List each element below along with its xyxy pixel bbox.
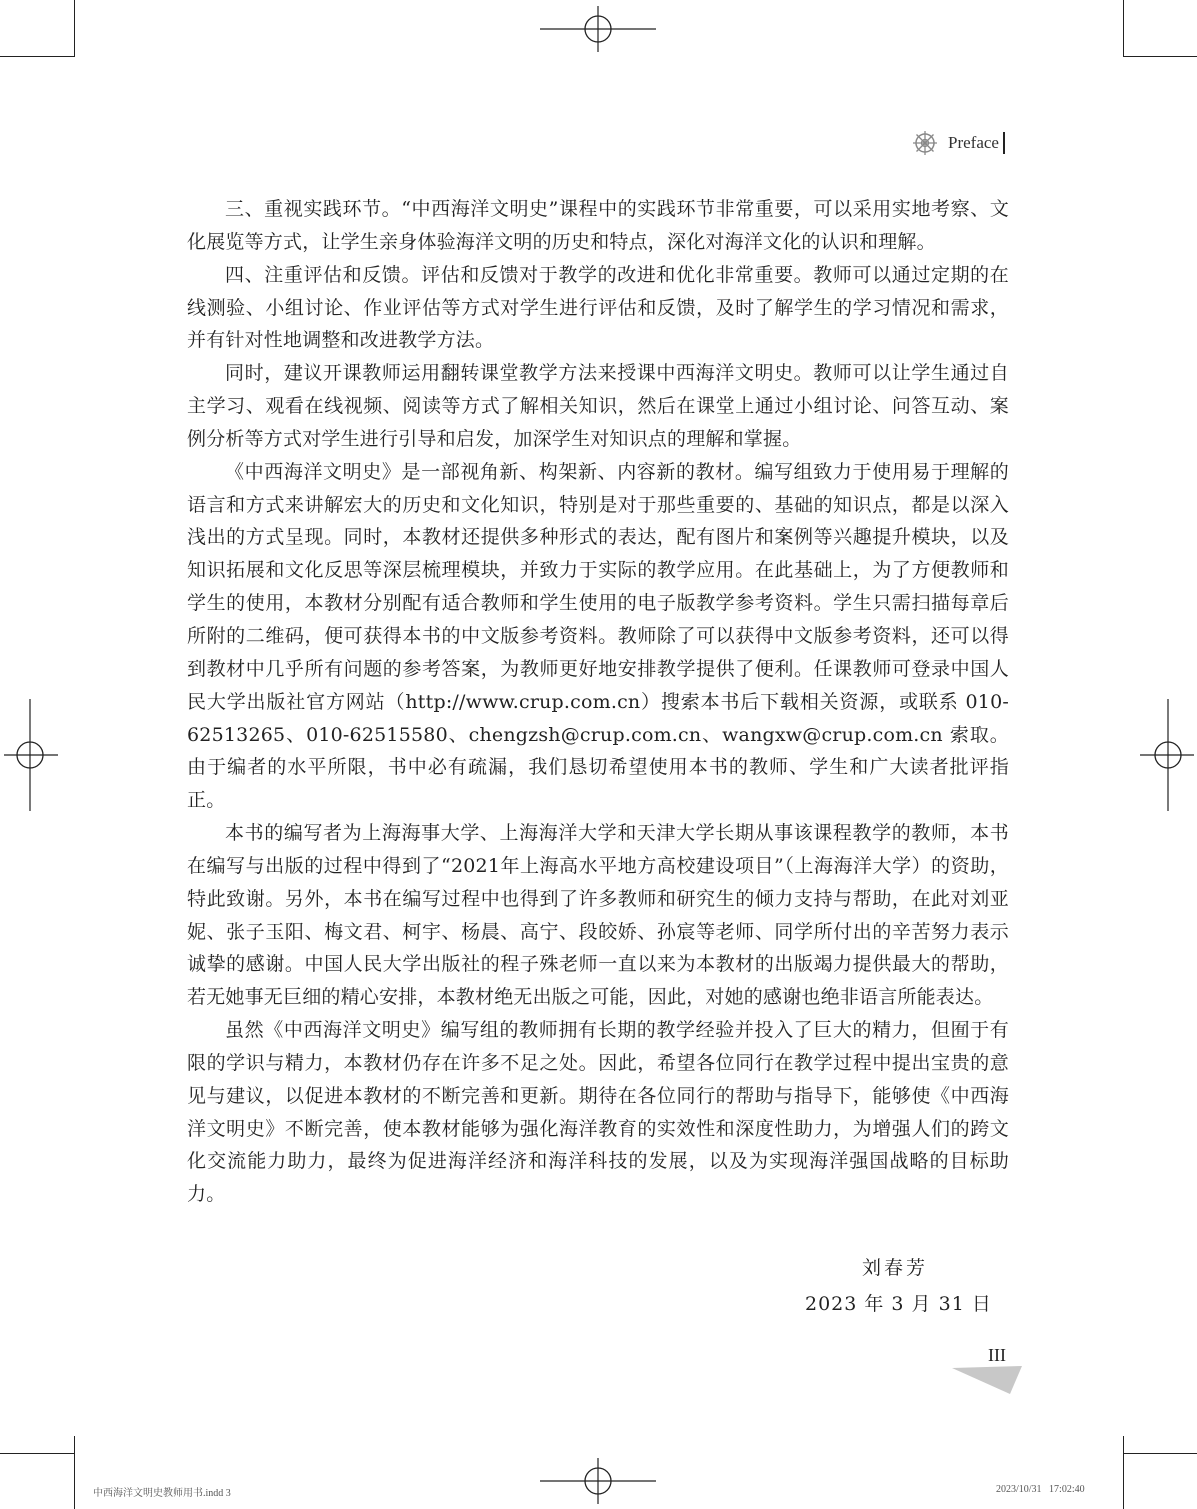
crop-mark <box>74 1436 75 1509</box>
page-corner-decoration <box>952 1366 1022 1394</box>
author-name: 刘春芳 <box>862 1257 929 1279</box>
signature-date: 2023 年 3 月 31 日 <box>805 1293 992 1315</box>
paragraph: 同时，建议开课教师运用翻转课堂教学方法来授课中西海洋文明史。教师可以让学生通过自主学习、观看在线视频、阅读等方式了解相关知识，然后在课堂上通过小组讨论、问答互动、案例分析等方式对学生进行引导和启发，加深学生对知识点的理解和掌握。 <box>187 362 1009 450</box>
header-label: Preface <box>948 133 999 152</box>
signature-block <box>0 1253 1197 1333</box>
registration-mark-left <box>4 699 58 811</box>
paragraph: 三、重视实践环节。“中西海洋文明史”课程中的实践环节非常重要，可以采用实地考察、文化展览等方式，让学生亲身体验海洋文明的历史和特点，深化对海洋文化的认识和理解。 <box>187 198 1009 253</box>
paragraph: 四、注重评估和反馈。评估和反馈对于教学的改进和优化非常重要。教师可以通过定期的在线测验、小组讨论、作业评估等方式对学生进行评估和反馈，及时了解学生的学习情况和需求，并有针对性地调整和改进教学方法。 <box>187 263 1009 352</box>
crop-mark <box>74 0 75 57</box>
slug-file: 中西海洋文明史教师用书.indd 3 <box>93 1488 231 1499</box>
registration-mark-top <box>540 6 656 52</box>
preface-body <box>187 193 1009 1211</box>
crop-mark <box>1123 56 1197 57</box>
running-header <box>912 130 1005 156</box>
crop-mark <box>0 1453 74 1454</box>
paragraph: 本书的编写者为上海海事大学、上海海洋大学和天津大学长期从事该课程教学的教师，本书在编写与出版的过程中得到了“2021年上海高水平地方高校建设项目”（上海海洋大学）的资助，特此致谢。另外，本书在编写过程中也得到了许多教师和研究生的倾力支持与帮助，在此对刘亚妮、张子玉阳、梅文君、柯宇、杨晨、高宁、段皎娇、孙宸等老师、同学所付出的辛苦努力表示诚挚的感谢。中国人民大学出版社的程子殊老师一直以来为本教材的出版竭力提供最大的帮助，若无她事无巨细的精心安排，本教材绝无出版之可能，因此，对她的感谢也绝非语言所能表达。 <box>187 822 1009 1009</box>
crop-mark <box>1123 0 1124 57</box>
crop-mark <box>0 56 74 57</box>
ship-wheel-icon <box>912 130 938 156</box>
registration-mark-right <box>1140 699 1194 811</box>
crop-mark <box>1123 1453 1197 1454</box>
crop-mark <box>1123 1436 1124 1509</box>
registration-mark-bottom <box>540 1458 656 1504</box>
paragraph: 虽然《中西海洋文明史》编写组的教师拥有长期的教学经验并投入了巨大的精力，但囿于有限的学识与精力，本教材仍存在许多不足之处。因此，希望各位同行在教学过程中提出宝贵的意见与建议，以促进本教材的不断完善和更新。期待在各位同行的帮助与指导下，能够使《中西海洋文明史》不断完善，使本教材能够为强化海洋教育的实效性和深度性助力，为增强人们的跨文化交流能力助力，最终为促进海洋经济和海洋科技的发展，以及为实现海洋强国战略的目标助力。 <box>187 1019 1009 1206</box>
slug-timestamp: 2023/10/31 17:02:40 <box>996 1484 1085 1495</box>
header-bar <box>1003 132 1005 154</box>
page-number: III <box>988 1345 1006 1365</box>
paragraph: 《中西海洋文明史》是一部视角新、构架新、内容新的教材。编写组致力于使用易于理解的语言和方式来讲解宏大的历史和文化知识，特别是对于那些重要的、基础的知识点，都是以深入浅出的方式呈现。同时，本教材还提供多种形式的表达，配有图片和案例等兴趣提升模块，以及知识拓展和文化反思等深层梳理模块，并致力于实际的教学应用。在此基础上，为了方便教师和学生的使用，本教材分别配有适合教师和学生使用的电子版教学参考资料。学生只需扫描每章后所附的二维码，便可获得本书的中文版参考资料。教师除了可以获得中文版参考资料，还可以得到教材中几乎所有问题的参考答案，为教师更好地安排教学提供了便利。任课教师可登录中国人民大学出版社官方网站（http://www.crup.com.cn）搜索本书后下载相关资源，或联系 010-62513265、010-62515580、chengzsh@crup.com.cn、wangxw@crup.com.cn 索取。由于编者的水平所限，书中必有疏漏，我们恳切希望使用本书的教师、学生和广大读者批评指正。 <box>187 460 1009 812</box>
